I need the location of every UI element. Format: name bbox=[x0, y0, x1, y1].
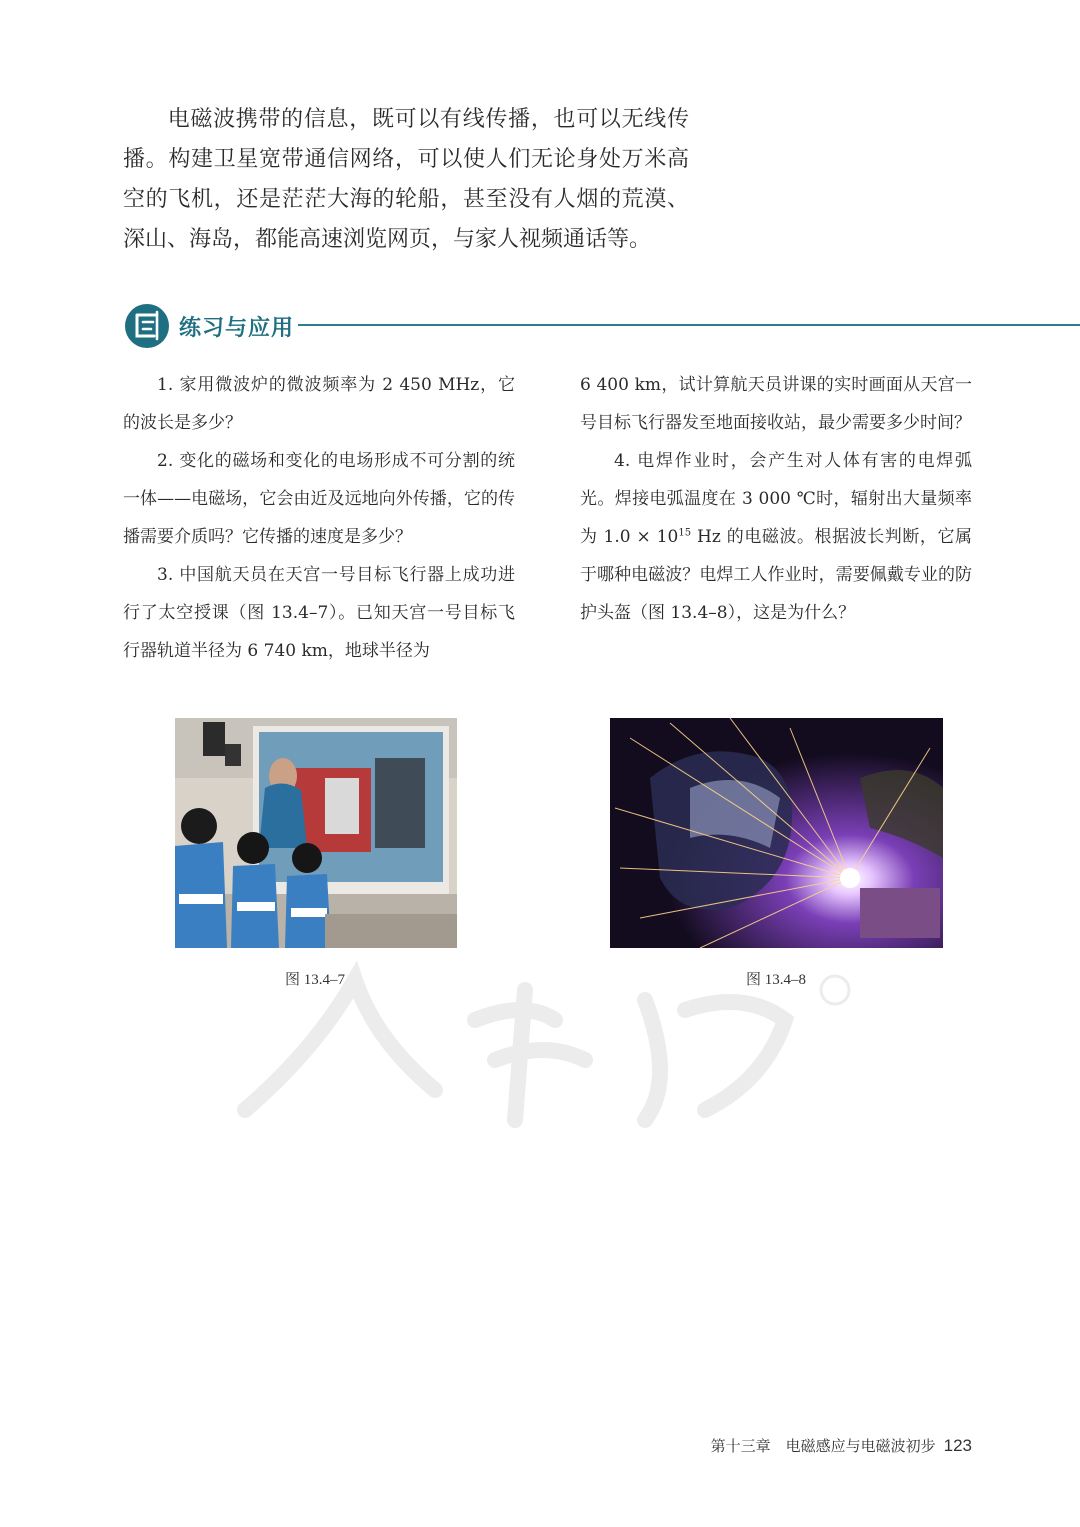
exercise-3: 3. 中国航天员在天宫一号目标飞行器上成功进行了太空授课（图 13.4–7）。已知天宫一号目标飞行器轨道半径为 6 740 km，地球半径为 bbox=[123, 565, 515, 661]
exponent: 15 bbox=[678, 527, 692, 539]
page-number: 123 bbox=[943, 1436, 972, 1455]
intro-paragraph bbox=[123, 100, 689, 260]
exercise-2: 2. 变化的磁场和变化的电场形成不可分割的统一体——电磁场，它会由近及远地向外传播，它的传播需要介质吗？它传播的速度是多少？ bbox=[123, 451, 515, 547]
intro-text: 电磁波携带的信息，既可以有线传播，也可以无线传播。构建卫星宽带通信网络，可以使人们无论身处万米高空的飞机，还是茫茫大海的轮船，甚至没有人烟的荒漠、深山、海岛，都能高速浏览网页，与家人视频通话等。 bbox=[123, 107, 689, 252]
figure-space-lecture-photo bbox=[175, 718, 457, 948]
exercises-left-column bbox=[123, 366, 515, 670]
section-title: 练习与应用 bbox=[179, 315, 295, 340]
figure-caption-1: 图 13.4–7 bbox=[285, 972, 346, 988]
exercise-1: 1. 家用微波炉的微波频率为 2 450 MHz，它的波长是多少？ bbox=[123, 375, 515, 433]
page-footer bbox=[711, 1435, 972, 1456]
publisher-watermark bbox=[225, 960, 865, 1130]
figure-welding-photo bbox=[610, 718, 943, 948]
figure-caption-2: 图 13.4–8 bbox=[746, 972, 807, 988]
chapter-title: 第十三章 电磁感应与电磁波初步 bbox=[710, 1439, 936, 1455]
section-divider bbox=[298, 324, 1080, 326]
exercise-4: 4. 电焊作业时，会产生对人体有害的电焊弧光。焊接电弧温度在 3 000 ℃时，辐射出大量频率为 $1.0 \times 10^{15}$ Hz 的电磁波。根据波长判断，它属于哪种电磁波？电焊工人作业时，需要佩戴专业的防护头盔（图 13.4–8），这是为什么？ bbox=[580, 451, 972, 623]
exercise-3-continued: 6 400 km，试计算航天员讲课的实时画面从天宫一号目标飞行器发至地面接收站，最少需要多少时间？ bbox=[580, 375, 972, 433]
exercise-icon bbox=[124, 303, 170, 349]
section-header bbox=[124, 303, 1080, 349]
exercises-right-column bbox=[580, 366, 972, 632]
